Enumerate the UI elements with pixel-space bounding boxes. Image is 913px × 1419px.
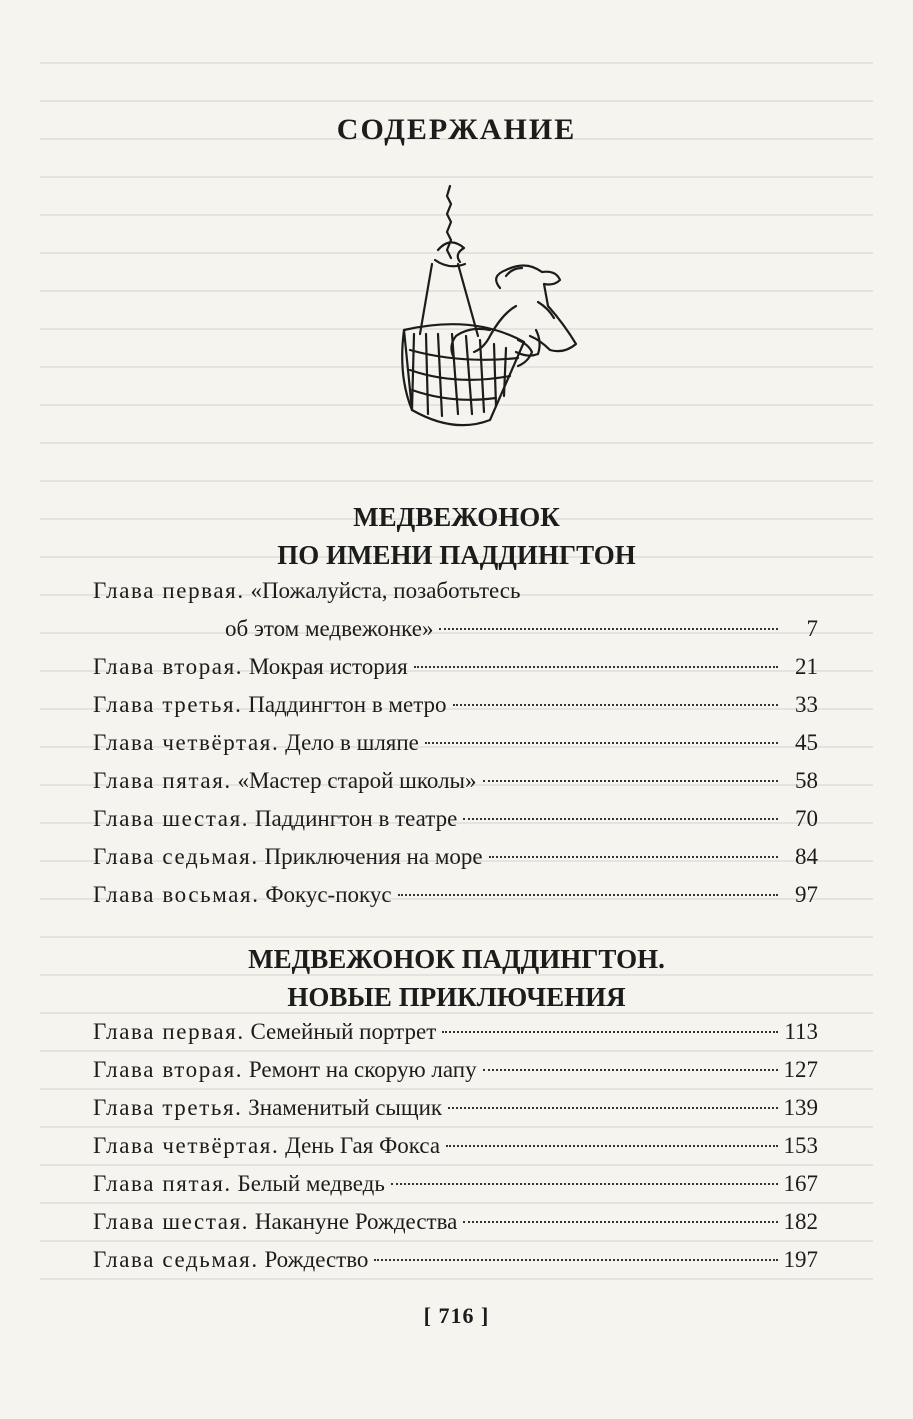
chapter-label: Глава шестая. — [93, 1209, 250, 1234]
toc-entry[interactable] — [93, 572, 818, 648]
toc-entry[interactable] — [93, 686, 818, 724]
section-title-line: МЕДВЕЖОНОК — [353, 502, 560, 532]
dot-leader — [442, 1031, 778, 1033]
dot-leader — [391, 1183, 778, 1185]
page-number: 197 — [783, 1247, 818, 1272]
toc-entry[interactable] — [93, 838, 818, 876]
chapter-title-continued: об этом медвежонке» — [225, 616, 434, 641]
contents-title: СОДЕРЖАНИЕ — [336, 113, 577, 146]
dot-leader — [489, 856, 778, 858]
chapter-title: Паддингтон в метро — [248, 692, 447, 717]
dot-leader — [439, 628, 778, 630]
toc-entry[interactable] — [93, 1165, 818, 1203]
section-title — [0, 940, 913, 1016]
section-title-line: МЕДВЕЖОНОК ПАДДИНГТОН. — [248, 944, 665, 974]
toc-entry[interactable] — [93, 1051, 818, 1089]
chapter-label: Глава седьмая. — [93, 1247, 259, 1272]
toc-entry[interactable] — [93, 1089, 818, 1127]
toc-entry[interactable] — [93, 762, 818, 800]
chapter-label: Глава восьмая. — [93, 882, 260, 907]
page-number: 139 — [783, 1095, 818, 1120]
chapter-title: Дело в шляпе — [285, 730, 419, 755]
chapter-title: Семейный портрет — [250, 1019, 437, 1044]
page-number: 153 — [783, 1133, 818, 1158]
dot-leader — [448, 1107, 777, 1109]
chapter-title: Приключения на море — [264, 844, 483, 869]
dot-leader — [463, 818, 778, 820]
page-number: 70 — [795, 806, 818, 831]
chapter-label: Глава шестая. — [93, 806, 250, 831]
chapter-title: Паддингтон в театре — [254, 806, 458, 831]
dot-leader — [463, 1221, 777, 1223]
toc-entry[interactable] — [93, 1127, 818, 1165]
page-number: 127 — [783, 1057, 818, 1082]
dot-leader — [446, 1145, 777, 1147]
page-number: 167 — [783, 1171, 818, 1196]
chapter-title: Белый медведь — [237, 1171, 385, 1196]
page-folio: [ 716 ] — [423, 1303, 490, 1328]
chapter-title: «Мастер старой школы» — [237, 768, 477, 793]
page-number: 7 — [806, 616, 818, 641]
toc-list — [93, 572, 818, 914]
toc-entry[interactable] — [93, 1013, 818, 1051]
toc-entry[interactable] — [93, 876, 818, 914]
chapter-label: Глава первая. — [93, 578, 245, 603]
chapter-title: Знаменитый сыщик — [248, 1095, 443, 1120]
chapter-label: Глава третья. — [93, 1095, 243, 1120]
page-number: 45 — [795, 730, 818, 755]
dot-leader — [425, 742, 778, 744]
chapter-title: Накануне Рождества — [254, 1209, 458, 1234]
page-number: 84 — [795, 844, 818, 869]
paddington-bucket-icon — [340, 180, 580, 440]
toc-entry[interactable] — [93, 800, 818, 838]
section-title-line: ПО ИМЕНИ ПАДДИНГТОН — [277, 540, 636, 570]
dot-leader — [398, 894, 778, 896]
toc-entry[interactable] — [93, 724, 818, 762]
page-number: 33 — [795, 692, 818, 717]
page-number: 113 — [784, 1019, 818, 1044]
chapter-label: Глава четвёртая. — [93, 1133, 280, 1158]
chapter-title: Ремонт на скорую лапу — [248, 1057, 477, 1082]
section-title-line: НОВЫЕ ПРИКЛЮЧЕНИЯ — [287, 982, 626, 1012]
dot-leader — [483, 780, 778, 782]
chapter-label: Глава первая. — [93, 1019, 245, 1044]
chapter-label: Глава вторая. — [93, 654, 244, 679]
page-number: 182 — [783, 1209, 818, 1234]
chapter-label: Глава седьмая. — [93, 844, 259, 869]
chapter-label: Глава третья. — [93, 692, 243, 717]
page-number: 58 — [795, 768, 818, 793]
page-number: 21 — [795, 654, 818, 679]
chapter-label: Глава пятая. — [93, 768, 232, 793]
chapter-label: Глава пятая. — [93, 1171, 232, 1196]
chapter-title: Рождество — [264, 1247, 369, 1272]
section-title — [0, 498, 913, 574]
dot-leader — [414, 666, 778, 668]
toc-entry[interactable] — [93, 1241, 818, 1279]
toc-entry[interactable] — [93, 1203, 818, 1241]
chapter-title: Фокус-покус — [265, 882, 392, 907]
chapter-label: Глава вторая. — [93, 1057, 244, 1082]
dot-leader — [374, 1259, 777, 1261]
toc-entry[interactable] — [93, 648, 818, 686]
toc-list — [93, 1013, 818, 1279]
chapter-title: «Пожалуйста, позаботьтесь — [250, 578, 521, 603]
page-number: 97 — [795, 882, 818, 907]
chapter-label: Глава четвёртая. — [93, 730, 280, 755]
chapter-title: День Гая Фокса — [285, 1133, 441, 1158]
dot-leader — [483, 1069, 778, 1071]
dot-leader — [453, 704, 778, 706]
chapter-title: Мокрая история — [248, 654, 408, 679]
